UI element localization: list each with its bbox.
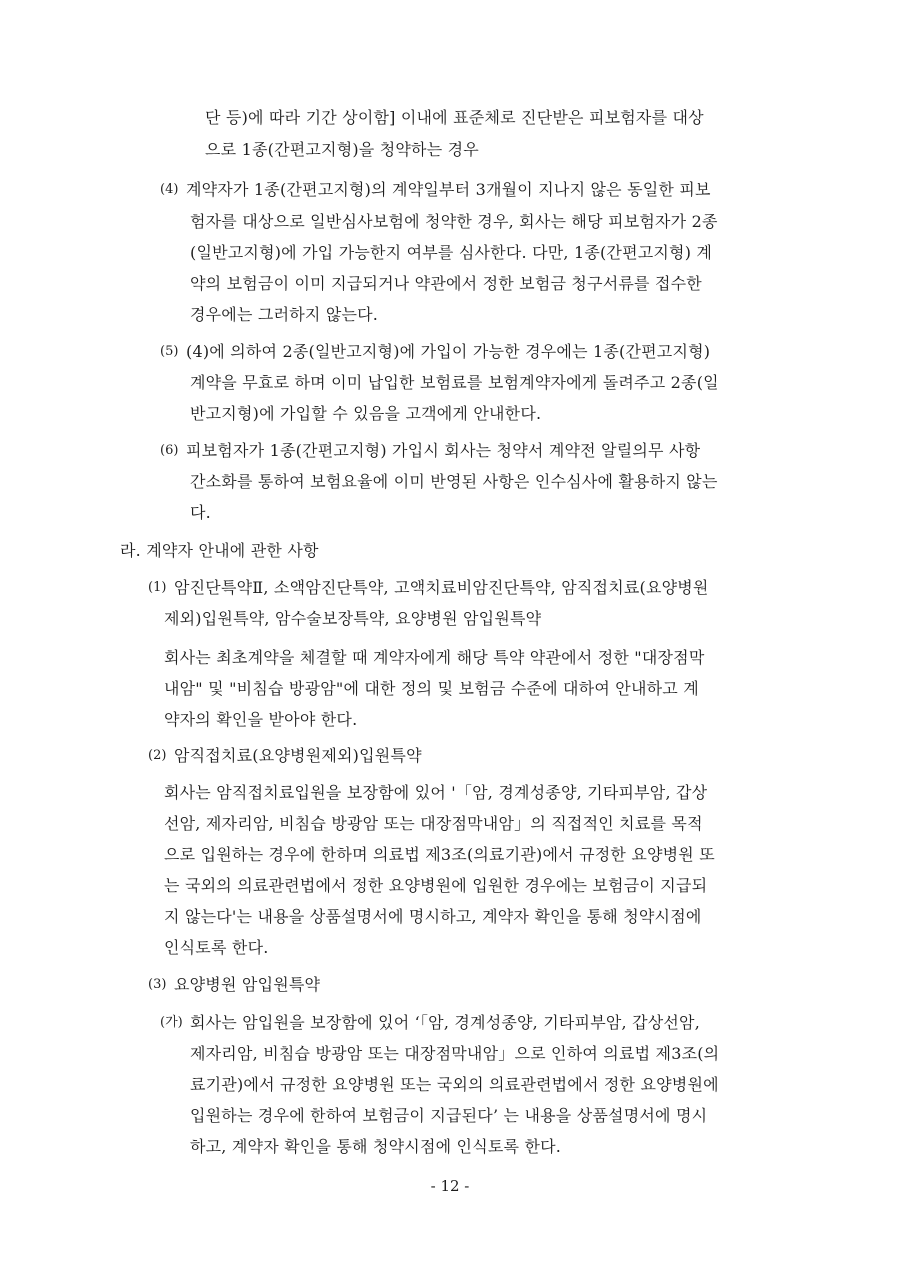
item-number: (3) (148, 977, 167, 992)
text-line: 회사는 암직접치료입원을 보장함에 있어 '「암, 경계성종양, 기타피부암, 갑상 (164, 783, 708, 802)
text-line: 약자의 확인을 받아야 한다. (164, 710, 358, 729)
text-line: 하고, 계약자 확인을 통해 청약시점에 인식토록 한다. (190, 1137, 562, 1156)
subsection-heading: 요양병원 암입원특약 (174, 975, 321, 994)
text-line: 선암, 제자리암, 비침습 방광암 또는 대장점막내암」의 직접적인 치료를 목적 (164, 814, 703, 833)
text-line: 회사는 암입원을 보장함에 있어 ‘「암, 경계성종양, 기타피부암, 갑상선암, (190, 1013, 700, 1032)
item-number: (2) (148, 748, 167, 763)
text-line: 반고지형)에 가입할 수 있음을 고객에게 안내한다. (190, 404, 542, 423)
subsection-heading: 제외)입원특약, 암수술보장특약, 요양병원 암입원특약 (164, 609, 542, 628)
text-line: 으로 1종(간편고지형)을 청약하는 경우 (205, 140, 479, 159)
item-number: (6) (160, 443, 179, 458)
text-line: 피보험자가 1종(간편고지형) 가입시 회사는 청약서 계약전 알릴의무 사항 (186, 441, 701, 460)
item-number: (5) (160, 344, 179, 359)
text-line: 회사는 최초계약을 체결할 때 계약자에게 해당 특약 약관에서 정한 "대장점막 (164, 648, 705, 667)
text-line: 인식토록 한다. (164, 938, 269, 957)
section-heading: 라. 계약자 안내에 관한 사항 (120, 541, 319, 560)
text-line: 계약을 무효로 하며 이미 납입한 보험료를 보험계약자에게 돌려주고 2종(일 (190, 373, 719, 392)
text-line: 단 등)에 따라 기간 상이함] 이내에 표준체로 진단받은 피보험자를 대상 (205, 108, 704, 127)
text-line: 험자를 대상으로 일반심사보험에 청약한 경우, 회사는 해당 피보험자가 2종 (190, 212, 718, 231)
text-line: 다. (190, 503, 211, 522)
text-line: 경우에는 그러하지 않는다. (190, 305, 379, 324)
text-line: 약의 보험금이 이미 지급되거나 약관에서 정한 보험금 청구서류를 접수한 (190, 274, 702, 293)
text-line: (4)에 의하여 2종(일반고지형)에 가입이 가능한 경우에는 1종(간편고지형) (186, 342, 711, 361)
text-line: 는 국외의 의료관련법에서 정한 요양병원에 입원한 경우에는 보험금이 지급되 (164, 876, 708, 895)
text-line: 내암" 및 "비침습 방광암"에 대한 정의 및 보험금 수준에 대하여 안내하고 계 (164, 679, 699, 698)
subsection-heading: 암진단특약Ⅱ, 소액암진단특약, 고액치료비암진단특약, 암직접치료(요양병원 (174, 578, 709, 597)
item-number: (1) (148, 580, 167, 595)
text-line: 으로 입원하는 경우에 한하며 의료법 제3조(의료기관)에서 규정한 요양병원 또 (164, 845, 715, 864)
page-number: - 12 - (430, 1177, 470, 1195)
text-line: 입원하는 경우에 한하여 보험금이 지급된다’ 는 내용을 상품설명서에 명시 (190, 1106, 708, 1125)
subsection-heading: 암직접치료(요양병원제외)입원특약 (174, 746, 422, 765)
text-line: 계약자가 1종(간편고지형)의 계약일부터 3개월이 지나지 않은 동일한 피보 (186, 180, 711, 199)
text-line: (일반고지형)에 가입 가능한지 여부를 심사한다. 다만, 1종(간편고지형) 계 (190, 243, 713, 262)
text-line: 료기관)에서 규정한 요양병원 또는 국외의 의료관련법에서 정한 요양병원에 (190, 1075, 719, 1094)
item-number: (4) (160, 182, 179, 197)
text-line: 지 않는다'는 내용을 상품설명서에 명시하고, 계약자 확인을 통해 청약시점에 (164, 907, 702, 926)
item-number: (가) (160, 1015, 183, 1030)
text-line: 간소화를 통하여 보험요율에 이미 반영된 사항은 인수심사에 활용하지 않는 (190, 472, 718, 491)
text-line: 제자리암, 비침습 방광암 또는 대장점막내암」으로 인하여 의료법 제3조(의 (190, 1044, 720, 1063)
